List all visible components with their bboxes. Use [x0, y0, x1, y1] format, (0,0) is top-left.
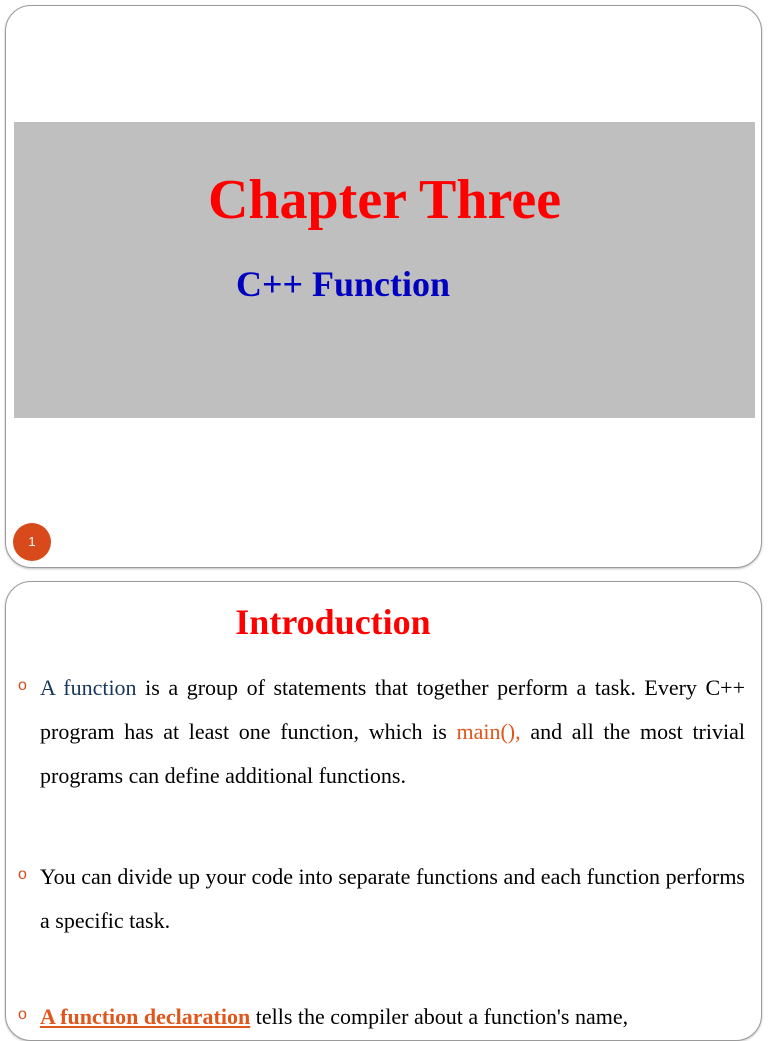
hollow-circle-bullet-icon: o — [18, 677, 27, 694]
bullet-text: is a group of statements that together perform a task. Every C++ program has at least one function, which is — [40, 675, 745, 744]
chapter-title: Chapter Three — [207, 169, 562, 231]
title-band — [14, 122, 755, 418]
slide-2 — [5, 581, 762, 1041]
keyword-function-declaration: A function declaration — [40, 1004, 251, 1029]
bullet-item — [18, 995, 745, 1039]
bullet-text: tells the compiler about a function's name, — [250, 1004, 629, 1029]
chapter-subtitle: C++ Function — [236, 264, 451, 304]
slide-1 — [5, 5, 762, 568]
hollow-circle-bullet-icon: o — [18, 866, 27, 883]
hollow-circle-bullet-icon: o — [18, 1006, 27, 1023]
page-number-badge: 1 — [13, 523, 51, 561]
keyword-main: main(), — [456, 719, 521, 744]
introduction-heading: Introduction — [235, 602, 431, 642]
keyword-function: A function — [40, 675, 137, 700]
bullet-text: and all the most trivial programs can define additional functions. — [40, 719, 745, 788]
bullet-text: You can divide up your code into separate functions and each function performs a specific task. — [40, 864, 745, 933]
bullet-item — [18, 855, 745, 943]
bullet-item — [18, 666, 745, 798]
